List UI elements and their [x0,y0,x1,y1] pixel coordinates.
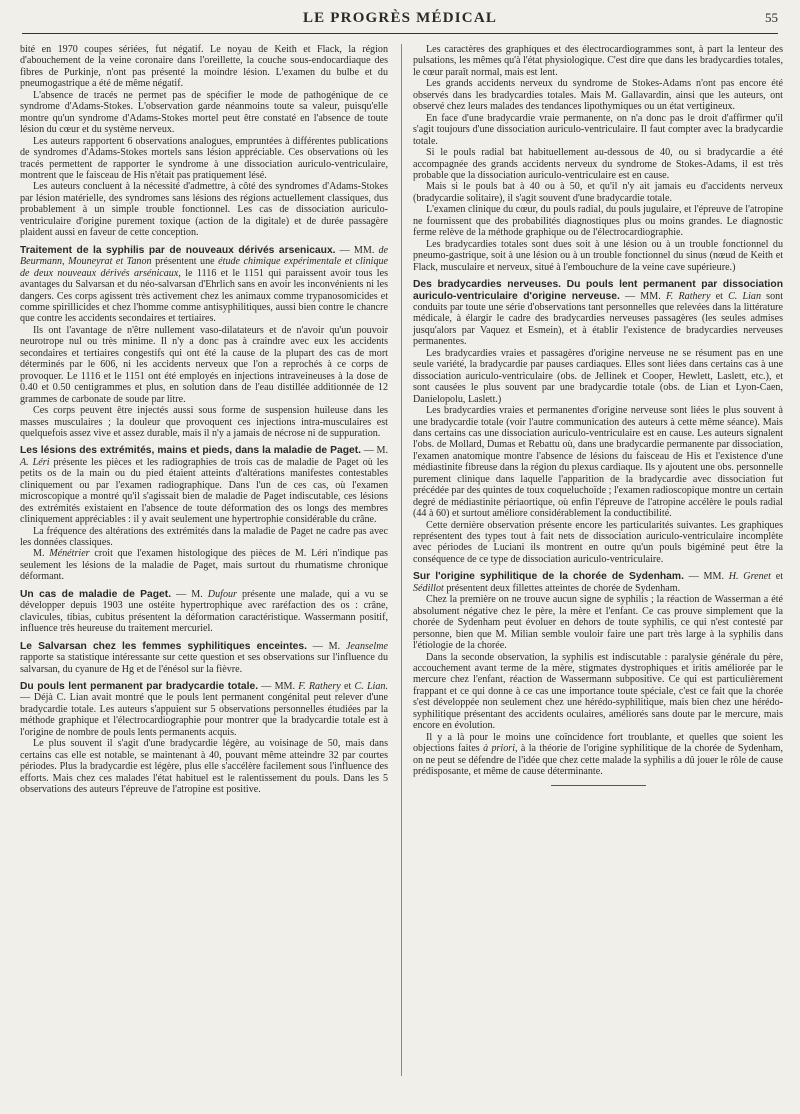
authors: de Beurmann, Mouneyrat et Tanon [20,244,388,268]
authors: C. Lian [728,290,762,302]
section-title: Un cas de maladie de Paget. [20,588,172,600]
section-pouls-lent: Du pouls lent permanent par bradycardie totale. — MM. F. Rathery et C. Lian. — Déjà C. Lian avait montré que le pouls lent permanent congénital peut relever d'une bradycardie totale. Les auteurs s'appuient sur 5 observations personnelles étudiées par la méthode graphique et l'électrocardiographie pour montrer que la bradycardie totale est à l'origine de nombre de pouls lents permanents acquis. [20,681,388,738]
authors: Sédillot [413,582,444,594]
section-title: Traitement de la syphilis par de nouveaux dérivés arsenicaux. [20,244,336,256]
paragraph: Si le pouls radial bat habituellement au-dessous de 40, ou si bradycardie a été accompagnée des grands accidents nerveux du syndrome de Stokes-Adams, il est très probable que la dissociation auriculo-ventriculaire est en cause. [413,147,783,181]
paragraph: Les caractères des graphiques et des électrocardiogrammes sont, à part la lenteur des pulsations, les mêmes qu'à l'état physiologique. C'est dire que dans les bradycardies totales, le cœur paraît normal, mais est lent. [413,44,783,78]
author-name: Ménétrier [49,548,90,560]
section-title: Du pouls lent permanent par bradycardie totale. [20,681,259,693]
work-title: étude chimique expérimentale et clinique de deux nouveaux dérivés arsénicaux [20,256,389,279]
authors: C. Lian. [354,681,388,693]
paragraph: L'absence de tracés ne permet pas de spécifier le mode de pathogénique de ce syndrome d'Adams-Stokes. L'observation garde néanmoins toute sa valeur, puisqu'elle montre qu'un syndrome d'Adams-Stokes mortel peut être constaté en l'absence de toute lésion du cœur et du système nerveux. [20,89,388,136]
authors: Dufour [207,588,237,600]
paragraph: Ils ont l'avantage de n'être nullement vaso-dilatateurs et de n'avoir qu'un pouvoir neurotrope nul ou très minime. Il n'y a donc pas à craindre avec eux les accidents secondaires et tertiaires congestifs qui ont été la cause de la plupart des cas de mort déterminés par le 606, ni les accidents nerveux que l'on a reprochés à ce corps de provoquer. Le 1116 et le 1151 ont été employés en injections intraveineuses à la dose de 0.40 et 0.50 centigrammes et plus, en solution dans de l'eau distillée additionnée de 12 grammes de carbonate de soude par litre. [20,324,388,405]
paragraph: M. Ménétrier croit que l'examen histologique des pièces de M. Léri n'indique pas seulement les lésions de la maladie de Paget, mais surtout du rhumatisme chronique déformant. [20,548,388,583]
section-salvarsan: Le Salvarsan chez les femmes syphilitiques enceintes. — M. Jeanselme rapporte sa statistique intéressante sur cette question et ses observations sur l'influence du salvarsan, du cyanure de Hg et de l'énésol sur la fièvre. [20,640,388,675]
page-header [22,8,778,30]
authors: H. Grenet [728,571,771,583]
paragraph: Il y a là pour le moins une coïncidence fort troublante, et quelles que soient les objections faites à priori, à la théorie de l'origine syphilitique de la chorée de Sydenham, on ne peut se défendre de l'idée que chez cette malade la syphilis a dû jouer le rôle de cause prédisposante, et même de cause déterminante. [413,731,783,778]
authors: A. Léri [20,456,50,468]
paragraph: Dans la seconde observation, la syphilis est indiscutable : paralysie générale du père, accouchement avant terme de la mère, stigmates dystrophiques et iritis améliorée par le mercure chez l'enfant, réaction de Wassermann subpositive. Ce qui est particulièrement frappant et ce qui donne à ce cas une importance toute spéciale, c'est ce fait que la chorée s'est développée non seulement chez une hérédo-syphilitique, mais bien chez une hérédo-syphilitique présentant des accidents oculaires, améliorés sans doute par le mercure, mais encore en évolution. [413,651,783,732]
emphasis: à priori [483,743,516,755]
section-cas-paget: Un cas de maladie de Paget. — M. Dufour présente une malade, qui a vu se développer depuis 1903 une ostéite hypertrophique avec raréfaction des os : crâne, clavicules, tibias, cubitus présentent la déformation caractéristique. Wassermann positif, influence très heureuse du traitement mercuriel. [20,588,388,635]
section-syphilis-arsenicaux: Traitement de la syphilis par de nouveaux dérivés arsenicaux. — MM. de Beurmann, Mouneyrat et Tanon présentent une étude chimique expérimentale et clinique de deux nouveaux dérivés arsénicaux, le 1116 et le 1151 qui paraissent avoir tous les avantages du Salvarsan et du néo-salvarsan d'Ehrlich sans en avoir les inconvénients ni les dangers. Ces corps agissent très activement chez les animaux comme trypanosomicides et comme spirillicides et chez l'homme comme antisyphilitiques, aussi bien contre le chancre que contre les accidents secondaires et tertiaires. [20,244,389,325]
page-number: 55 [765,10,778,25]
paragraph: Ces corps peuvent être injectés aussi sous forme de suspension huileuse dans les masses musculaires ; la douleur que provoquent ces injections intra-musculaires est quelquefois assez vive et assez durable, mais il n'y a jamais de nécrose ni de suppuration. [20,405,388,439]
journal-title: LE PROGRÈS MÉDICAL [302,10,498,26]
authors: F. Rathery [298,681,341,693]
paragraph: La fréquence des altérations des extrémités dans la maladie de Paget ne cadre pas avec les données classiques. [20,525,388,549]
paragraph: bité en 1970 coupes sériées, fut négatif. Le noyau de Keith et Flack, la région d'abouchement de la veine coronaire dans l'oreillette, la couche sous-endocardiaque des fibres de Purkinje, n'ont pas présenté la moindre lésion. L'examen du bulbe et du pneumogastrique a été de même négatif. [20,44,388,90]
header-rule [22,33,778,34]
authors: F. Rathery [665,290,711,302]
paragraph: Les bradycardies vraies et passagères d'origine nerveuse ne se résument pas en une seule variété, la bradycardie par pauses cardiaques. Elles sont liées dans certains cas à une dissociation auriculo-ventriculaire (obs. de Jellinek et Cooper, Hewlett, Laslett, etc.), et sont causées le plus souvent par une bradycardie totale (obs. de Lian et Lyon-Caen, Danielopolu, Laslett.) [413,347,783,405]
section-title: Les lésions des extrémités, mains et pieds, dans la maladie de Paget. [20,445,362,457]
left-column [20,44,388,796]
paragraph: Les grands accidents nerveux du syndrome de Stokes-Adams n'ont pas encore été observés dans les bradycardies totales. Mais M. Gallavardin, ainsi que les auteurs, ont observé chez leurs malades des tendances lipothymiques ou un état vertigineux. [413,78,783,113]
section-title: Le Salvarsan chez les femmes syphilitiques enceintes. [20,640,307,652]
paragraph: L'examen clinique du cœur, du pouls radial, du pouls jugulaire, et l'épreuve de l'atropine ne fournissent que des probabilités diagnostiques plus ou moins grandes. Le diagnostic ferme relève de la méthode graphique ou de l'électrocardiographie. [413,204,783,239]
paragraph: Les auteurs concluent à la nécessité d'admettre, à côté des syndromes d'Adams-Stokes par lésion matérielle, des syndromes sans lésions des régions actuellement classiques, dus probablement à un simple trouble fonctionnel. Les cas de dissociation auriculo-ventriculaire d'origine purement toxique (action de la digitale) et de durée passagère plaident aussi en faveur de cette conception. [20,181,388,239]
column-separator [401,44,402,1076]
paragraph: En face d'une bradycardie vraie permanente, on n'a donc pas le droit d'affirmer qu'il s'agit toujours d'une dissociation auriculo-ventriculaire. Il faut compter avec la bradycardie totale. [413,112,783,147]
paragraph: Les bradycardies vraies et permanentes d'origine nerveuse sont liées le plus souvent à une bradycardie totale (voir l'autre communication des auteurs à cette même séance). Mais dans certains cas une dissociation auriculo-ventriculaire est en cause. Les auteurs signalent l'obs. de Mollard, Dumas et Rebattu où, dans une bradycardie permanente par dissociation, l'examen anatomique montre l'absence de lésions du faisceau de His et l'existence d'une médiastinite fibreuse dans la région du plexus cardiaque. Ils y ajoutent une obs. personnelle purement clinique dans laquelle l'apparition de la bradycardie avec dissociation fut précédée par des quintes de toux coqueluchoïde ; l'examen radioscopique montre un certain degré de médiastinite périaortique, où enfin l'épreuve de l'atropine accélère le pouls radial (44 à 60) et surtout améliore considérablement la conductibilité. [413,405,783,520]
section-bradycardies-nerveuses: Des bradycardies nerveuses. Du pouls lent permanent par dissociation auriculo-ventriculaire d'origine nerveuse. — MM. F. Rathery et C. Lian sont conduits par toute une série d'observations tant personnelles que relevées dans la littérature médicale, à élargir le cadre des bradycardies nerveuses passagères (les seules admises jusqu'alors par Vaquez et Esmein), et à établir l'existence de bradycardies nerveuses permanentes. [413,279,784,348]
paragraph: Mais si le pouls bat à 40 ou à 50, et qu'il n'y ait jamais eu d'accidents nerveux (bradycardie solitaire), il s'agit souvent d'une bradycardie totale. [413,181,783,204]
paragraph: Les auteurs rapportent 6 observations analogues, empruntées à différentes publications de syndromes d'Adams-Stokes mortels sans lésion appréciable. Ces observations où les tracés permettent de rapporter le syndrome à une dissociation auriculo-ventriculaire, montrent que le faisceau de His n'était pas pratiquement lésé. [20,135,388,181]
end-rule [551,785,646,786]
paragraph: Cette dernière observation présente encore les particularités suivantes. Les graphiques représentent des types tout à fait nets de dissociation auriculo-ventriculaire incomplète avec périodes de Luciani ils montrent en outre qu'un pouls bigéminé peut être la conséquence de ce type de dissociation auriculo-ventriculaire. [413,519,783,565]
section-lesions-paget: Les lésions des extrémités, mains et pieds, dans la maladie de Paget. — M. A. Léri présente les pièces et les radiographies de trois cas de maladie de Paget où les petits os de la main ou du pied étaient atteints d'altérations manifestes contestables cliniquement ou par l'examen radiographique. Dans l'un de ces cas, où l'examen microscopique a montré qu'il s'agissait bien de maladie de Paget indiscutable, ces lésions des extrémités existaient en l'absence de toute déformation des os longs des membres cliniquement appréciables : il y avait seulement une hypertrophie considérable du crâne. [20,445,388,526]
paragraph: Le plus souvent il s'agit d'une bradycardie légère, au voisinage de 50, mais dans certains cas elle est notable, se maintenant à 40, pouvant même atteindre 32 par courtes périodes. Plus la bradycardie est légère, plus elle s'accélère facilement sous l'influence des efforts. Mais chez ces malades l'état habituel est le ralentissement du pouls. Dans les 5 observations des auteurs l'épreuve de l'atropine est positive. [20,738,388,796]
paragraph: Les bradycardies totales sont dues soit à une lésion ou à un trouble fonctionnel du pneumo-gastrique, soit à une lésion ou à un trouble fonctionnel du sinus (nœud de Keith et Flack, musculaire et nerveux, situé à l'embouchure de la veine cave supérieure.) [413,238,783,273]
right-column [413,44,783,786]
section-title: Sur l'origine syphilitique de la chorée de Sydenham. [413,571,684,583]
section-choree-sydenham: Sur l'origine syphilitique de la chorée de Sydenham. — MM. H. Grenet et Sédillot présentent deux fillettes atteintes de chorée de Sydenham. [413,571,784,594]
authors: Jeanselme [345,640,388,652]
section-title: Des bradycardies nerveuses. Du pouls lent permanent par dissociation auriculo-ventriculaire d'origine nerveuse. [413,279,783,302]
paragraph: Chez la première on ne trouve aucun signe de syphilis ; la réaction de Wasserman a été absolument négative chez le père, la mère et l'enfant. Ce cas prouve simplement que la chorée de Sydenham peut évoluer en dehors de toute syphilis, ce qui n'est contesté par personne, bien que M. Milian semble vouloir faire une part très large à la syphilis dans l'étiologie de la chorée. [413,594,783,652]
